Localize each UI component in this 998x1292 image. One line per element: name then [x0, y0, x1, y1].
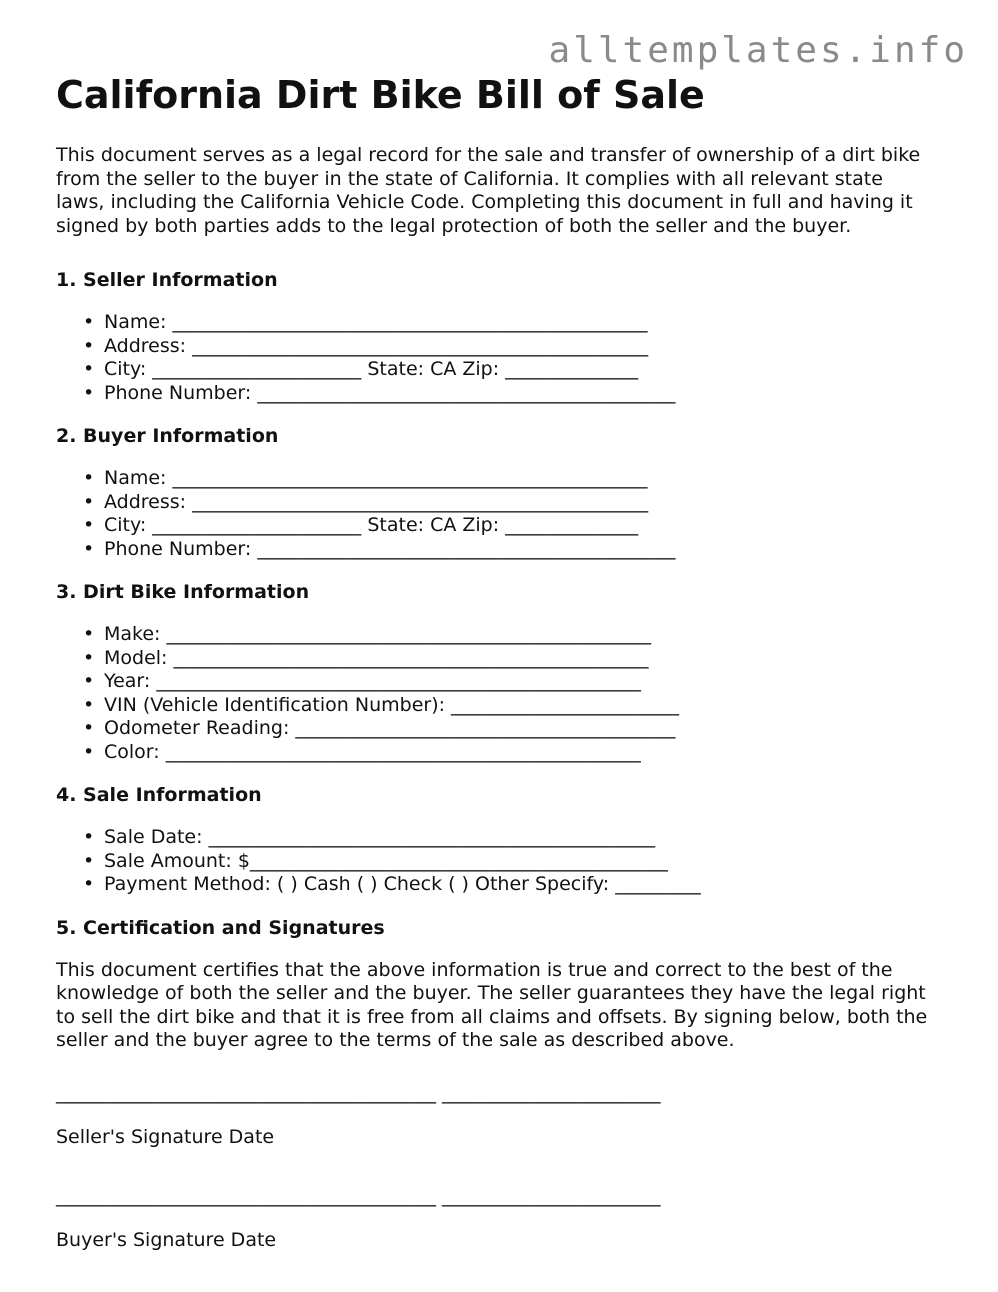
certification-heading: 5. Certification and Signatures [56, 916, 385, 939]
seller-signature-label: Seller's Signature Date [56, 1125, 275, 1148]
buyer-city-state-zip-field[interactable]: • City: ______________________ State: CA Zip: ______________ [56, 514, 936, 538]
seller-address-field[interactable]: • Address: ________________________________________________ [56, 335, 936, 359]
buyer-address-field[interactable]: • Address: ________________________________________________ [56, 491, 936, 515]
page-title: California Dirt Bike Bill of Sale [56, 73, 705, 117]
seller-name-field[interactable]: • Name: __________________________________________________ [56, 311, 936, 335]
document [56, 72, 936, 1252]
seller-signature-line[interactable]: ________________________________________ _______________________ [56, 1081, 661, 1104]
sale-date-field[interactable]: • Sale Date: _______________________________________________ [56, 826, 936, 850]
bike-year-field[interactable]: • Year: ___________________________________________________ [56, 670, 936, 694]
bike-odometer-field[interactable]: • Odometer Reading: ________________________________________ [56, 717, 936, 741]
sale-list [56, 826, 936, 897]
sale-heading: 4. Sale Information [56, 784, 262, 806]
seller-city-state-zip-field[interactable]: • City: ______________________ State: CA Zip: ______________ [56, 358, 936, 382]
buyer-heading: 2. Buyer Information [56, 425, 279, 447]
buyer-signature-label: Buyer's Signature Date [56, 1228, 277, 1251]
buyer-signature-line[interactable]: ________________________________________ _______________________ [56, 1184, 661, 1207]
bike-color-field[interactable]: • Color: __________________________________________________ [56, 741, 936, 765]
seller-heading: 1. Seller Information [56, 269, 278, 291]
bike-model-field[interactable]: • Model: __________________________________________________ [56, 647, 936, 671]
intro-paragraph: This document serves as a legal record for the sale and transfer of ownership of a dirt bike from the seller to the buyer in the state of California. It complies with all relevant state laws, including the California Vehicle Code. Completing this document in full and having it signed by both parties adds to the legal protection of both the seller and the buyer. [56, 144, 921, 237]
buyer-name-field[interactable]: • Name: __________________________________________________ [56, 467, 936, 491]
seller-list [56, 311, 936, 405]
buyer-phone-field[interactable]: • Phone Number: ____________________________________________ [56, 538, 936, 562]
watermark: alltemplates.info [548, 30, 968, 71]
certification-paragraph: This document certifies that the above information is true and correct to the best of the knowledge of both the seller and the buyer. The seller guarantees they have the legal right to sell the dirt bike and that it is free from all claims and offsets. By signing below, both the seller and the buyer agree to the terms of the sale as described above. [56, 958, 928, 1051]
bike-vin-field[interactable]: • VIN (Vehicle Identification Number): ________________________ [56, 694, 936, 718]
buyer-list [56, 467, 936, 561]
bike-heading: 3. Dirt Bike Information [56, 581, 310, 603]
bike-list [56, 623, 936, 764]
payment-method-field[interactable]: • Payment Method: ( ) Cash ( ) Check ( ) Other Specify: _________ [56, 873, 936, 897]
sale-amount-field[interactable]: • Sale Amount: $____________________________________________ [56, 850, 936, 874]
seller-phone-field[interactable]: • Phone Number: ____________________________________________ [56, 382, 936, 406]
bike-make-field[interactable]: • Make: ___________________________________________________ [56, 623, 936, 647]
